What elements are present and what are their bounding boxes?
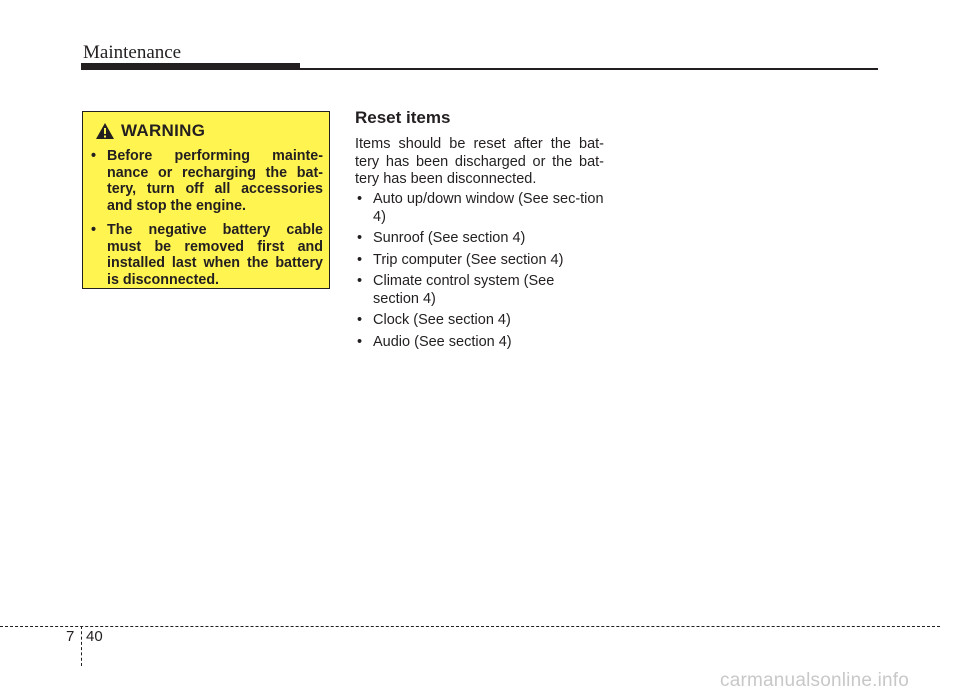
chapter-number: 7 <box>66 628 75 645</box>
section-title: Reset items <box>355 108 451 127</box>
section-intro: Items should be reset after the bat-tery has been discharged or the bat-tery has been disconnected. <box>355 136 604 187</box>
header-rule-thick <box>81 63 300 70</box>
list-item: • Audio (See section 4) <box>355 334 604 352</box>
warning-list <box>89 148 323 296</box>
header-title: Maintenance <box>83 42 182 63</box>
reset-items-list <box>355 191 604 355</box>
warning-title: WARNING <box>121 121 206 140</box>
list-item: • Climate control system (See section 4) <box>355 273 604 308</box>
list-item: • Auto up/down window (See sec-tion 4) <box>355 191 604 226</box>
page-number: 40 <box>86 628 103 645</box>
footer-rule <box>0 626 940 627</box>
warning-triangle-icon <box>95 122 115 140</box>
warning-header <box>95 121 205 141</box>
watermark: carmanualsonline.info <box>720 670 910 691</box>
list-item: • Clock (See section 4) <box>355 312 604 330</box>
list-item: • Trip computer (See section 4) <box>355 252 604 270</box>
header-rule-thin <box>300 68 878 70</box>
footer-divider <box>81 626 82 666</box>
warning-item: • Before performing mainte-nance or recharging the bat-tery, turn off all accessories and stop the engine. <box>89 148 323 214</box>
warning-item: • The negative battery cable must be removed first and installed last when the battery is disconnected. <box>89 222 323 288</box>
list-item: • Sunroof (See section 4) <box>355 230 604 248</box>
warning-box <box>82 111 330 289</box>
